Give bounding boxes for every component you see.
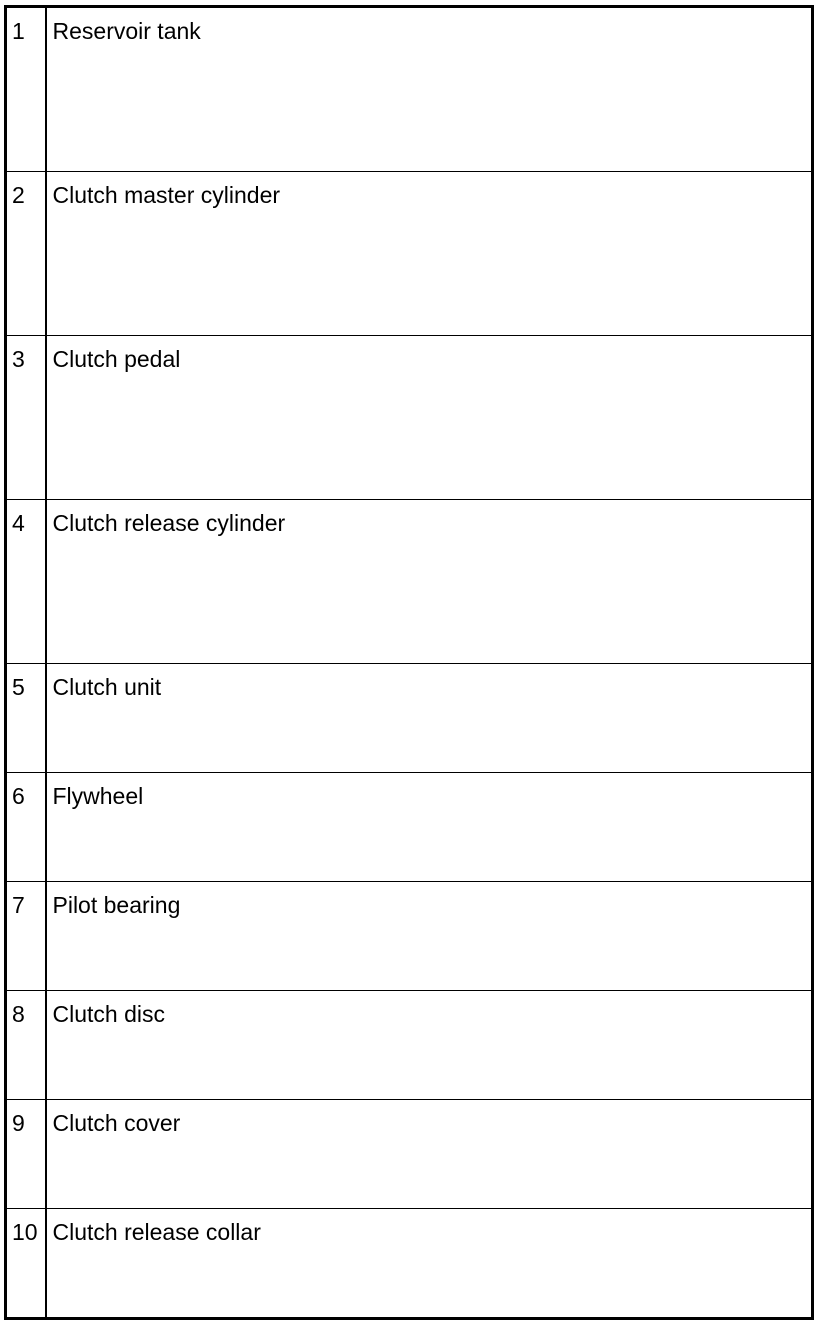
table-row (6, 500, 813, 664)
table-row (6, 664, 813, 773)
part-name: Flywheel (46, 773, 813, 882)
table-row (6, 1100, 813, 1209)
part-number: 5 (6, 664, 46, 773)
part-number: 7 (6, 882, 46, 991)
table-row (6, 773, 813, 882)
table-row (6, 336, 813, 500)
part-number: 3 (6, 336, 46, 500)
parts-legend-table (4, 5, 814, 1320)
part-name: Clutch unit (46, 664, 813, 773)
part-number: 8 (6, 991, 46, 1100)
part-name: Clutch release collar (46, 1209, 813, 1319)
part-name: Clutch cover (46, 1100, 813, 1209)
table-row (6, 7, 813, 172)
table-row (6, 1209, 813, 1319)
part-name: Clutch master cylinder (46, 172, 813, 336)
part-number: 2 (6, 172, 46, 336)
part-name: Clutch release cylinder (46, 500, 813, 664)
table-row (6, 882, 813, 991)
part-number: 10 (6, 1209, 46, 1319)
part-name: Clutch pedal (46, 336, 813, 500)
part-name: Reservoir tank (46, 7, 813, 172)
part-number: 4 (6, 500, 46, 664)
part-name: Pilot bearing (46, 882, 813, 991)
table-row (6, 172, 813, 336)
table-row (6, 991, 813, 1100)
part-number: 6 (6, 773, 46, 882)
part-number: 9 (6, 1100, 46, 1209)
part-name: Clutch disc (46, 991, 813, 1100)
part-number: 1 (6, 7, 46, 172)
